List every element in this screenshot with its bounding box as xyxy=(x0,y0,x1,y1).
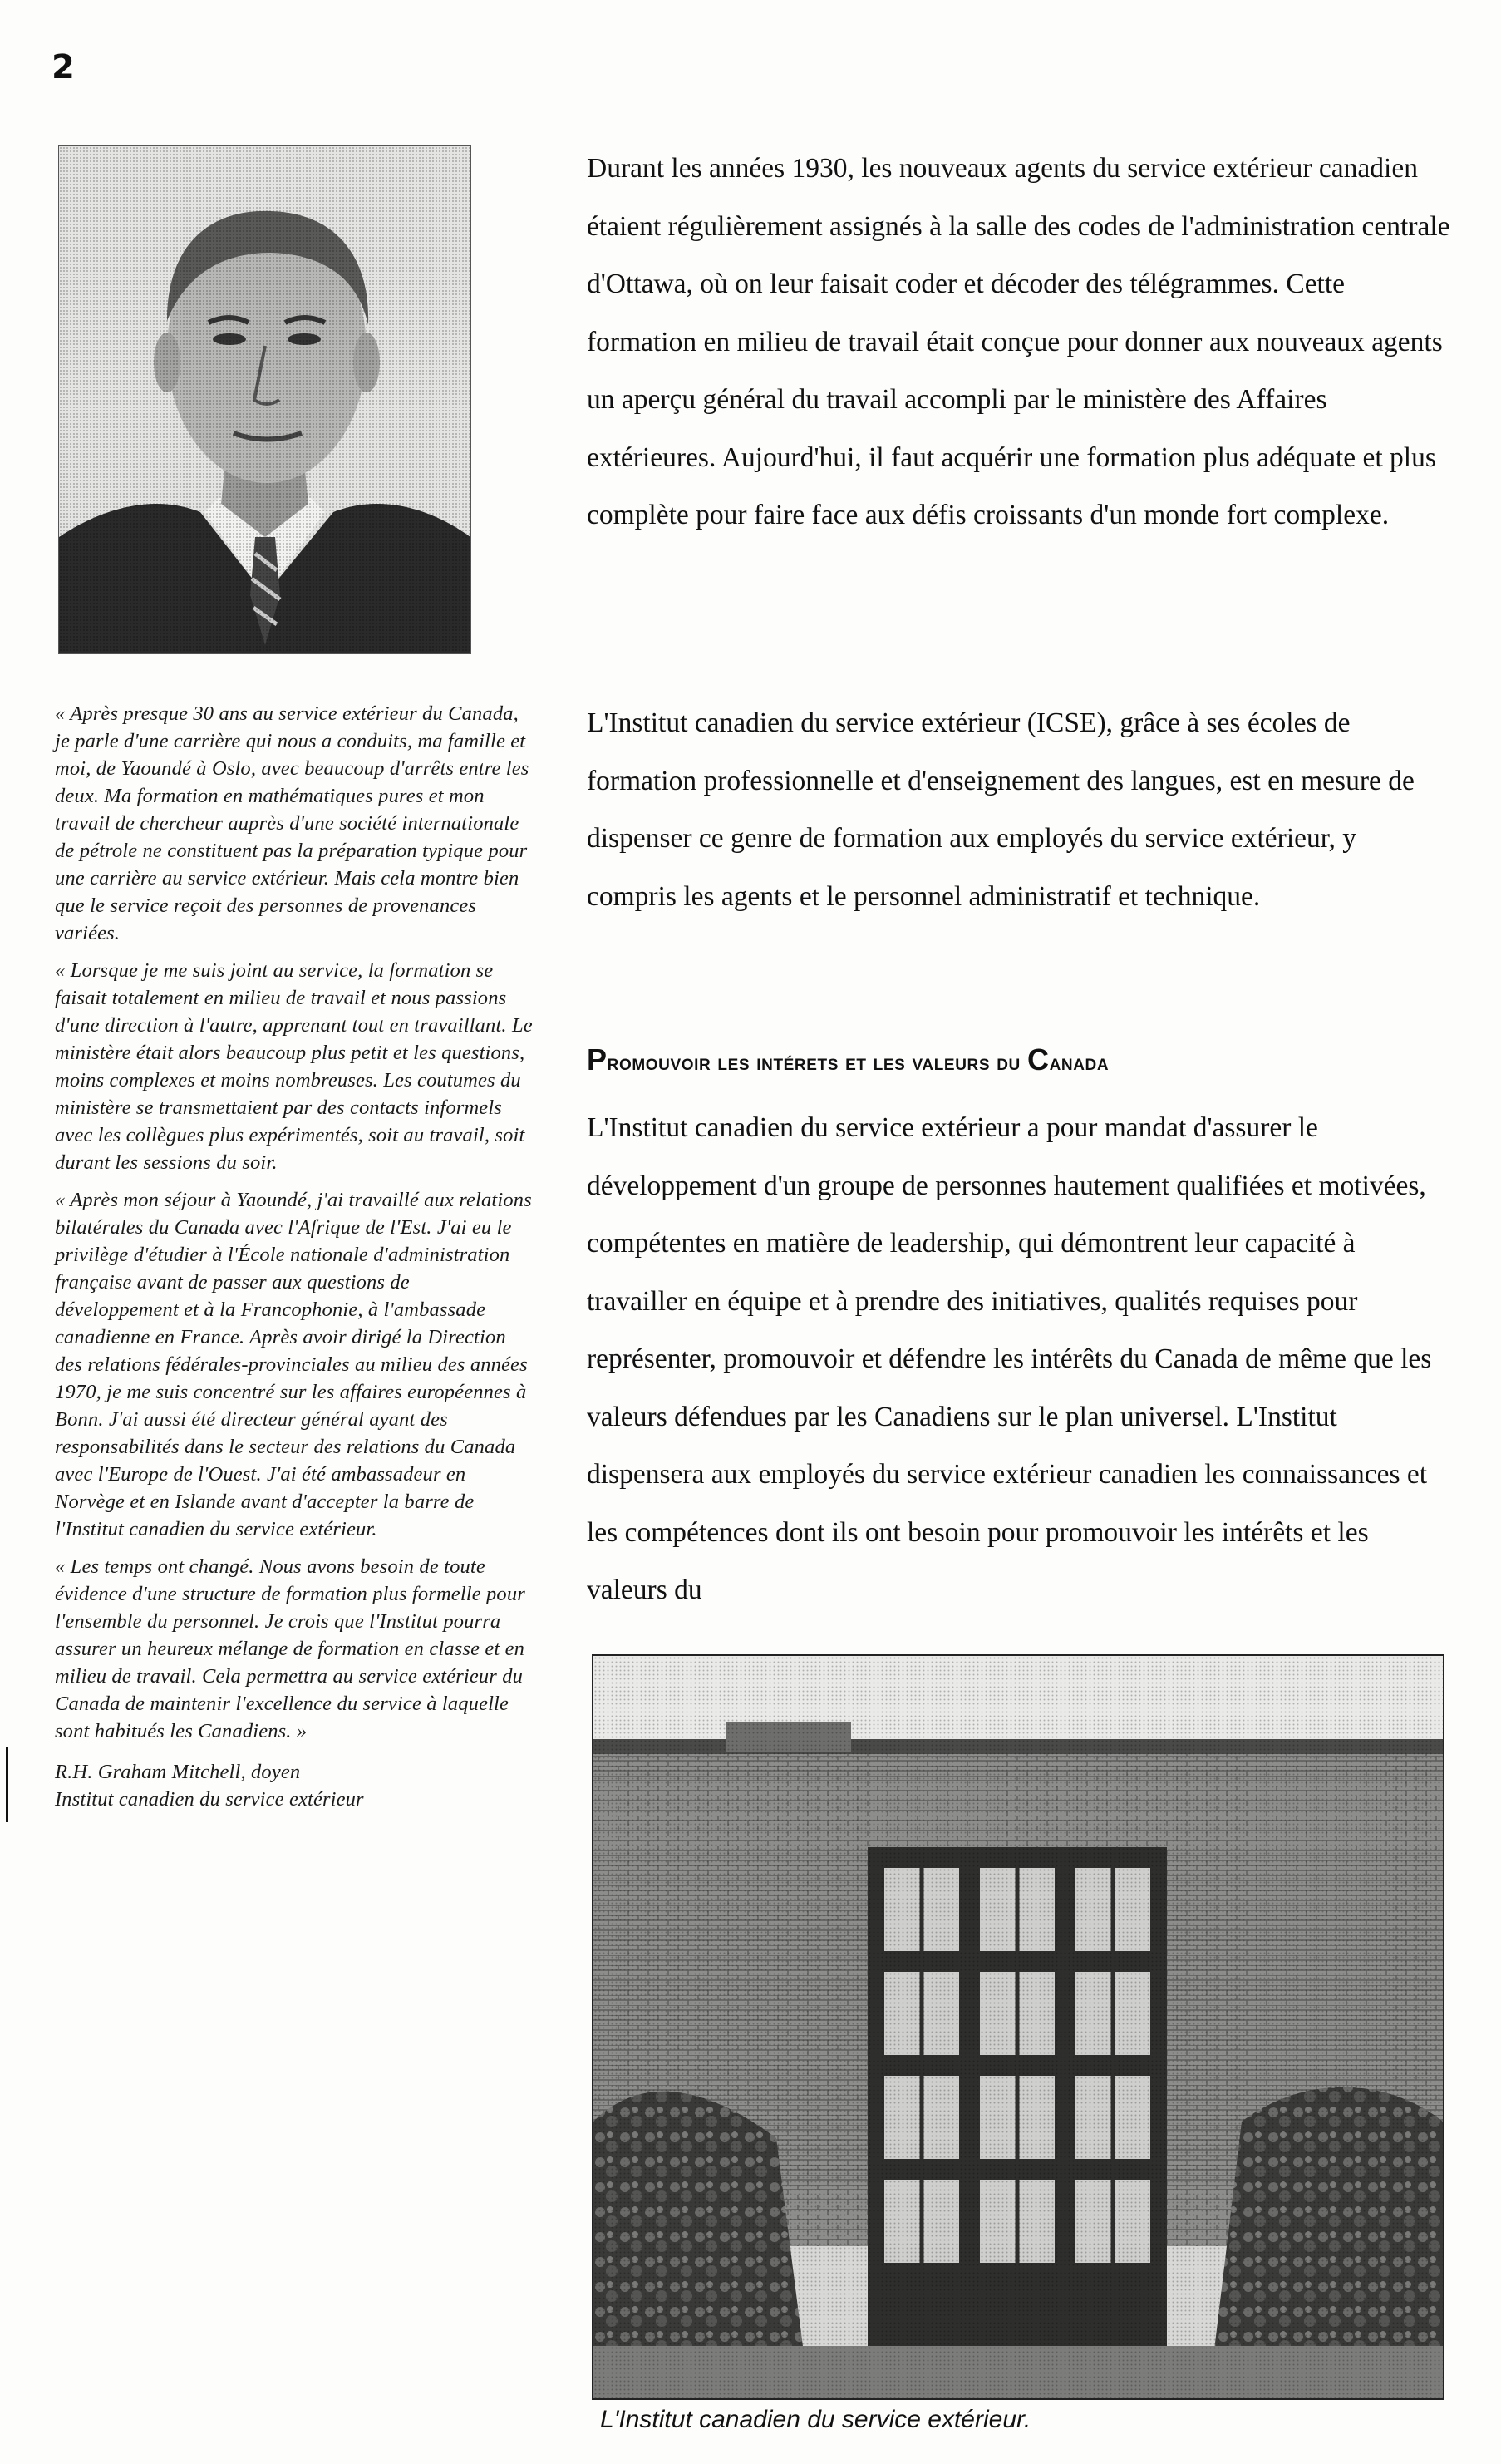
quote-paragraph: « Les temps ont changé. Nous avons besoin de toute évidence d'une structure de formation plus formelle pour l'ensemble du personnel. Je crois que l'Institut pourra assurer un heureux mélange de formation en classe et en milieu de travail. Cela permettra au service extérieur du Canada de maintenir l'excellence du service à laquelle sont habitués les Canadiens. » xyxy=(55,1555,525,1742)
quote-signature xyxy=(55,1758,533,1813)
heading-text: anada xyxy=(1049,1050,1110,1075)
margin-rule xyxy=(6,1747,8,1822)
section-heading xyxy=(587,1042,1468,1077)
quote-paragraph: « Après mon séjour à Yaoundé, j'ai travaillé aux relations bilatérales du Canada avec l'Afrique de l'Est. J'ai eu le privilège d'étudier à l'École nationale d'administration française avant de passer aux questions de développement et à la Francophonie, à l'ambassade canadienne en France. Après avoir dirigé la Direction des relations fédérales-provinciales au milieu des années 1970, je me suis concentré sur les affaires européennes à Bonn. J'ai aussi été directeur général ayant des responsabilités dans le secteur des relations du Canada avec l'Europe de l'Ouest. J'ai été ambassadeur en Norvège et en Islande avant d'accepter la barre de l'Institut canadien du service extérieur. xyxy=(55,1189,532,1540)
photo-caption: L'Institut canadien du service extérieur. xyxy=(600,2406,1031,2433)
building-image xyxy=(593,1656,1443,2398)
paragraph-text: L'Institut canadien du service extérieur (ICSE), grâce à ses écoles de formation professionnelle et d'enseignement des langues, est en mesure de dispenser ce genre de formation aux employés du service extérieur, y compris les agents et le personnel administratif et technique. xyxy=(587,707,1415,912)
signature-name: R.H. Graham Mitchell, doyen xyxy=(55,1761,301,1783)
heading-initial: C xyxy=(1026,1042,1050,1077)
paragraph-text: Durant les années 1930, les nouveaux agents du service extérieur canadien étaient régulièrement assignés à la salle des codes de l'administration centrale d'Ottawa, où on leur faisait coder et décoder des télégrammes. Cette formation en milieu de travail était conçue pour donner aux nouveaux agents un aperçu général du travail accompli par le ministère des Affaires extérieures. Aujourd'hui, il faut acquérir une formation plus adéquate et plus complète pour faire face aux défis croissants d'un monde fort complexe. xyxy=(587,153,1450,530)
paragraph-text: L'Institut canadien du service extérieur a pour mandat d'assurer le développement d'un groupe de personnes hautement qualifiées et motivées, compétentes en matière de leadership, qui démontrent leur capacité à travailler en équipe et à prendre des initiatives, qualités requises pour représenter, promouvoir et défendre les intérêts du Canada de même que les valeurs défendues par les Canadiens sur le plan universel. L'Institut dispensera aux employés du service extérieur canadien les connaissances et les compétences dont ils ont besoin pour promouvoir les intérêts et les valeurs du xyxy=(587,1112,1432,1605)
portrait-image xyxy=(59,146,470,653)
building-photo xyxy=(592,1654,1444,2400)
quote-paragraph: « Lorsque je me suis joint au service, la formation se faisait totalement en milieu de travail et nous passions d'une direction à l'autre, apprenant tout en travaillant. Le ministère était alors beaucoup plus petit et les questions, moins complexes et moins nombreuses. Les coutumes du ministère se transmettaient par des contacts informels avec les collègues plus expérimentés, soit au travail, soit durant les sessions du soir. xyxy=(55,959,533,1174)
heading-text: romouvoir les intérets et les valeurs du xyxy=(607,1050,1027,1075)
quote-paragraph: « Après presque 30 ans au service extérieur du Canada, je parle d'une carrière qui nous a conduits, ma famille et moi, de Yaoundé à Oslo, avec beaucoup d'arrêts entre les deux. Ma formation en mathématiques pures et mon travail de chercheur auprès d'une société internationale de pétrole ne constituent pas la préparation typique pour une carrière au service extérieur. Mais cela montre bien que le service reçoit des personnes de provenances variées. xyxy=(55,702,529,944)
page-number: 2 xyxy=(52,48,75,86)
signature-title: Institut canadien du service extérieur xyxy=(55,1788,364,1811)
main-paragraph-2 xyxy=(587,694,1451,925)
sidebar-quote xyxy=(55,700,533,1813)
main-paragraph-1 xyxy=(587,140,1451,545)
portrait-photo xyxy=(58,145,471,654)
heading-initial: P xyxy=(587,1042,608,1077)
main-paragraph-3 xyxy=(587,1099,1451,1619)
